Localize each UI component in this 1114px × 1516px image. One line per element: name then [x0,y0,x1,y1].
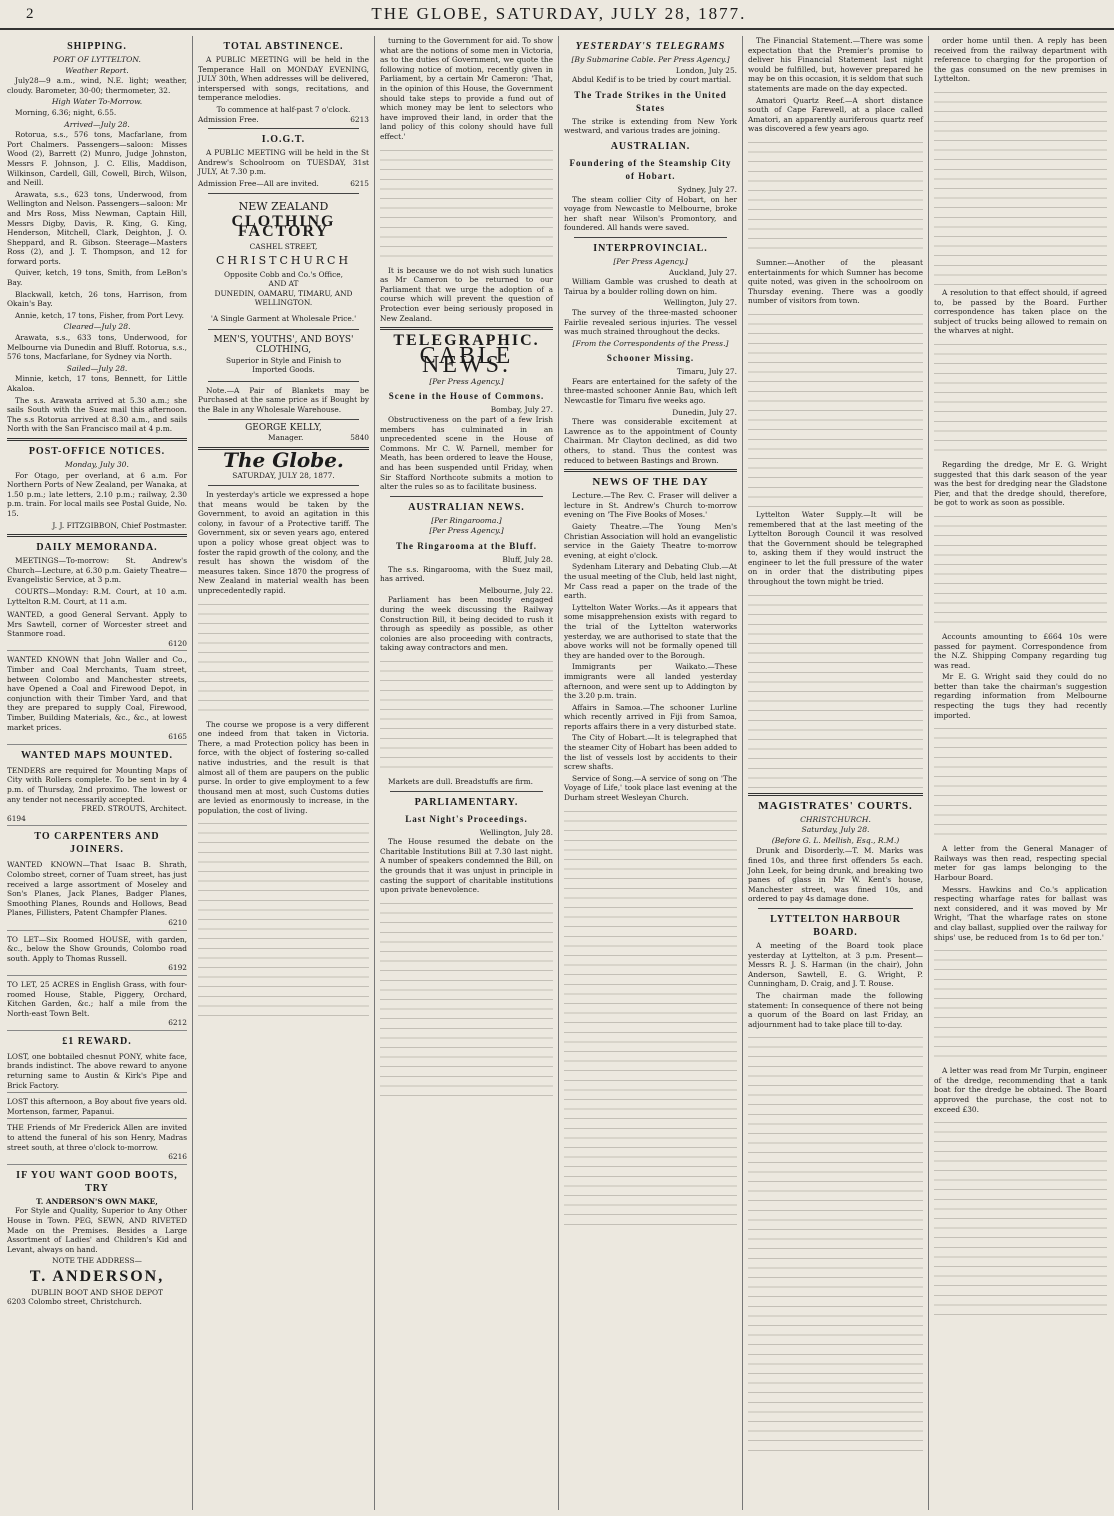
column-2 [192,36,374,1510]
yesterday-heading: YESTERDAY'S TELEGRAMS [575,41,726,52]
column-6 [928,36,1112,1510]
harbour-wharfage: Messrs. Hawkins and Co.'s application respecting wharfage rates for ballast was next considered, and it was moved by Mr Wright, 'That the wharfage rates on stone and clay ballast, supplied over the railway for ships' use, be reduced from 1s to 6d per ton.' [934,884,1107,942]
news-lecture: Lecture.—The Rev. C. Fraser will deliver a lecture in St. Andrew's Church to-morrow evening on 'The Five Books of Moses.' [564,491,737,520]
ad-number: 6192 [168,963,187,973]
divider [390,791,543,792]
ad-number: 6194 [7,813,26,823]
abstinence-text: A PUBLIC MEETING will be held in the Temperance Hall on MONDAY EVENING, JULY 30th, When addresses will be delivered, interspersed with songs, recitations, and temperance melodies. [198,55,369,103]
leader-p2: The course we propose is a very different one indeed from that taken in Victoria. There, a mad Protection policy has been in force, with the object of fostering so-called native industries, and the result is that almost all of them are paupers on the public purse. In order to give employment to a few thousand men at most, such Customs duties are levied as enormously to increase, in the population, the cost of living. [198,719,369,815]
page-number: 2 [26,5,34,22]
ad-text: WANTED KNOWN—That Isaac B. Shrath, Colombo street, corner of Tuam street, has just received a large assortment of Moseley and Son's Planes, Jack Planes, Badger Planes, Smoothing Planes, Rounds and Hollows, Bead Planes, Fillisters, Patent Champfer Planes. [7,860,187,918]
leader-end: It is because we do not wish such lunatics as Mr Cameron to be returned to our Parliament that we urge the adoption of a course which will prevent the question of Protection ever being seriously proposed in New Zealand. [380,265,553,323]
shipping-notice: The s.s. Arawata arrived at 5.30 a.m.; she sails South with the Suez mail this afternoon. The s.s Rotorua arrived at 8.30 a.m., and sails North with the San Francisco mail at 4 p.m. [7,395,187,434]
iogt-admission-row [198,179,369,189]
ad-text: THE Friends of Mr Frederick Allen are invited to attend the funeral of his son Henry, Madras street south, at three o'clock to-morrow. [7,1123,187,1152]
christchurch-heading: CHRISTCHURCH. [800,814,871,824]
factory-city: CHRISTCHURCH [215,253,352,267]
factory-street: CASHEL STREET, [249,242,318,252]
hobart-heading: Foundering of the Steamship City of Hobart. [569,157,732,181]
abstinence-admission-row [198,115,369,125]
arrived-title: Arrived—July 28. [64,119,130,129]
per-press-label: [Per Press Agency.] [429,526,504,536]
correspondents-label: [From the Correspondents of the Press.] [572,338,729,348]
factory-opp: Opposite Cobb and Co.'s Office, [223,269,343,279]
ad-number: 6213 [350,114,369,124]
article-continuation [934,86,1107,286]
post-office-date: Monday, July 30. [65,459,129,469]
carpenters-heading: TO CARPENTERS AND JOINERS. [34,831,160,856]
article-continuation [380,655,553,775]
harbour-heading: LYTTELTON HARBOUR BOARD. [770,914,901,938]
ad-text: TENDERS are required for Mounting Maps of City with Rollers complete. To be sent in by 4 p.m. of Thursday, 2nd proximo. The lowest or any tender not necessarily accepted. [7,765,187,804]
article-continuation [934,1116,1107,1316]
abstinence-admission: Admission Free. [198,114,259,124]
boots-address-note: NOTE THE ADDRESS— [52,1256,142,1266]
news-heading: NEWS OF THE DAY [592,476,709,489]
markets-text: Markets are dull. Breadstuffs are firm. [388,776,533,786]
classified-ad [7,1050,187,1093]
boots-name: T. ANDERSON'S OWN MAKE, [36,1196,158,1206]
harbour-text: A meeting of the Board took place yesterday at Lyttelton, at 3 p.m. Present—Messrs R. J. S. Harman (in the chair), John Anderson, Sawtell, E. G. Wright, P. Cunningham, D. Craig, and J. T. Rouse. [748,941,923,989]
london-dateline: London, July 25. [675,65,737,75]
ad-number: 5840 [350,433,369,443]
article-continuation [748,308,923,508]
article-continuation [380,897,553,1097]
weather-title: Weather Report. [65,65,129,75]
ringarooma-dateline: Bluff, July 28. [502,555,553,564]
per-press-label: [Per Press Agency.] [429,376,504,386]
boots-address: DUBLIN BOOT AND SHOE DEPOT [31,1287,163,1297]
harbour-letter: A letter from the General Manager of Railways was then read, respecting special meter for gas lamps belonging to the Harbour Board. [934,844,1107,883]
timaru-dateline: Timaru, July 27. [676,367,737,377]
strikes-heading: The Trade Strikes in the United States [574,89,727,113]
sydney-text: The steam collier City of Hobart, on her voyage from Newcastle to Melbourne, broke her shaft near Wilson's Promontory, and foundered. All hands were saved. [564,194,737,233]
commons-heading: Scene in the House of Commons. [388,391,545,402]
factory-line2: CLOTHING, [255,345,312,356]
ad-number: 6203 [7,1297,26,1307]
column-1 [2,36,192,1510]
weather-text: July28—9 a.m., wind, N.E. light; weather, cloudy. Barometer, 30·00; thermometer, 32. [7,76,187,95]
port-heading: PORT OF LYTTELTON. [53,55,141,64]
by-cable-label: [By Submarine Cable. Per Press Agency.] [571,55,730,64]
divider [758,908,913,909]
annie-text: Annie, ketch, 17 tons, Fisher, from Port Levy. [15,310,185,320]
ringarooma-text: The s.s. Ringarooma, with the Suez mail, has arrived. [380,564,553,584]
ad-text: LOST this afternoon, a Boy about five years old. Mortenson, farmer, Papanui. [7,1097,187,1116]
factory-manager: GEORGE KELLY, [245,422,322,433]
boots-heading: IF YOU WANT GOOD BOOTS, TRY [16,1169,178,1194]
cleared-text: Arawata, s.s., 633 tons, Underwood, for Melbourne via Dunedin and Bluff. Rotorua, s.s., 576 tons, Macfarlane, for Sydney via North. [7,333,187,362]
masthead-spacer [1084,6,1088,23]
melbourne-text: Parliament has been mostly engaged during the week discussing the Railway Construction Bill, it being decided to rush it through as speedily as possible, as other colonies are also proceeding with contracts, taking away contractors and men. [380,595,553,653]
factory-line4: Imported Goods. [252,365,315,375]
article-continuation [934,510,1107,630]
globe-date: SATURDAY, JULY 28, 1877. [232,471,335,481]
factory-note: Note.—A Pair of Blankets may be Purchased at the same price as if Bought by the Bale in any Wholesale Warehouse. [198,385,369,415]
ad-number: 6212 [168,1018,187,1028]
cleared-title: Cleared—July 28. [63,322,131,332]
magistrates-heading: MAGISTRATES' COURTS. [758,799,913,812]
news-financial: The Financial Statement.—There was some expectation that the Premier's promise to deliver his Financial Statement last night would be fulfilled, but, however prepared he may be on this occasion, it is seldom that such statements are made on the day expected. [748,36,923,93]
london-text: Abdul Kedif is to be tried by court martial. [572,75,732,85]
arawata-text: Arawata, s.s., 623 tons, Underwood, from Wellington and Nelson. Passengers—saloon: Mr and Mrs Ross, Miss Newman, Captain Hill, Messrs Digby, Davis, R. King, G. King, Henderson, Mitchell, Clark, Deighton, J. O. Sheppard, and R. Gibson. Steerage—Masters Ross (2), and J. T. Thompson, and 12 for forward ports. [7,189,187,266]
melbourne-dateline: Melbourne, July 22. [479,585,553,595]
harbour-tug: Mr E. G. Wright said they could do no better than take the chairman's suggestion regarding information from Melbourne respecting the tugs they had recently imported. [934,672,1107,720]
parl-dateline: Wellington, July 28. [479,827,553,837]
ad-number: 6120 [168,638,187,648]
factory-towns: DUNEDIN, OAMARU, TIMARU, AND WELLINGTON. [214,288,353,308]
classified-ad [7,978,187,1031]
divider [208,419,359,420]
ad-text: WANTED KNOWN that John Waller and Co., Timber and Coal Merchants, Tuam street, between Colombo and Manchester streets, have Opened a Coal and Firewood Depot, in conjunction with their Timber Yard, and that they are prepared to supply Coal, Firewood, Timber, Building Materials, &c., &c., at lowest market prices. [7,655,187,732]
divider [208,485,359,486]
divider [564,469,737,472]
masthead [0,0,1114,30]
news-samoa: Affairs in Samoa.—The schooner Lurline which recently arrived in Fiji from Samoa, reports affairs there in a very disturbed state. [564,702,737,731]
postmaster: J. J. FITZGIBBON, Chief Postmaster. [52,520,187,530]
factory-manager-title: Manager. [268,433,304,443]
column-3 [374,36,558,1510]
wellington-text: The survey of the three-masted schooner Fairlie revealed serious injuries. The vessel was much strained throughout the decks. [564,307,737,337]
article-continuation [748,136,923,256]
dunedin-text: There was considerable excitement at Lawrence as to the appointment of County Chairman. Mr Clayton declined, as did two others, to stand. Thus the contest was reduced to between Bastings and Brown. [564,417,737,465]
divider [7,534,187,537]
article-continuation [748,589,923,789]
iogt-text: A PUBLIC MEETING will be held in the St Andrew's Schoolroom on TUESDAY, 31st JULY, At 7.30 p.m. [198,148,369,177]
sydney-dateline: Sydney, July 27. [677,184,737,194]
factory-slogan: 'A Single Garment at Wholesale Price.' [210,313,357,323]
factory-line3: Superior in Style and Finish to [225,355,342,365]
high-water-title: High Water To-Morrow. [51,97,143,107]
leader-p1: In yesterday's article we expressed a hope that means would be taken by the Government, to avoid an agitation in this colony, in favour of a Protective tariff. The Government, six or seven years ago, entered upon a policy whose great object was to foster the rapid growth of the colony, and the result has shown the wisdom of the measures taken. Since 1870 the progress of New Zealand in material wealth has been unprecedentedly rapid. [198,490,369,595]
telegraphic-heading: TELEGRAPHIC. [393,332,540,350]
harbour-dredge: Regarding the dredge, Mr E. G. Wright suggested that this dark season of the year was the best for dredging near the Gladstone Pier, and that the dredge should, therefore, be got to work as soon as possible. [934,459,1107,508]
ad-signature: FRED. STROUTS, Architect. [81,804,187,814]
divider [208,329,359,330]
factory-line1: MEN'S, YOUTHS', AND BOYS' [213,335,354,346]
globe-title: The Globe. [223,447,344,472]
boots-street: Colombo street, Christchurch. [28,1297,142,1307]
timaru-text: Fears are entertained for the safety of the three-masted schooner Annie Bau, which left Newcastle for Timaru five weeks ago. [564,376,737,406]
per-press-label: [Per Press Agency.] [613,256,688,266]
divider [208,193,359,194]
ad-number: 6210 [168,917,187,927]
classified-ad [7,608,187,651]
column-4 [558,36,742,1510]
classified-ad [7,858,187,930]
divider [208,381,359,382]
interprovincial-heading: INTERPROVINCIAL. [593,242,708,254]
news-waterworks: Lyttelton Water Works.—As it appears that some misapprehension exists with regard to the trial of the Lyttelton waterworks yesterday, we are authorised to state that the above works will not be formally opened till they are handed over to the Borough. [564,602,737,660]
post-office-heading: POST-OFFICE NOTICES. [28,445,166,457]
last-night-heading: Last Night's Proceedings. [405,813,528,824]
classified-ad [7,653,187,744]
news-water-supply: Lyttelton Water Supply.—It will be remembered that at the last meeting of the Lyttelton Borough Council it was resolved that the Government should be telegraphed to, asking them if they would instruct the engineer to let the full pressure of the water on in order that the distributing pipes throughout the town might be tried. [748,509,923,587]
maps-heading: WANTED MAPS MOUNTED. [21,749,173,761]
shipping-heading: SHIPPING. [67,41,127,52]
abstinence-heading: TOTAL ABSTINENCE. [223,41,344,52]
sailed-title: Sailed—July 28. [66,363,128,373]
wellington-dateline: Wellington, July 27. [663,298,737,308]
article-continuation [934,722,1107,842]
high-water-text: Morning, 6.36; night, 6.55. [15,107,117,117]
leader-continued: turning to the Government for aid. To show what are the notions of some men in Victoria, as to the duties of Government, we quote the following notice of motion, recently given in Parliament, by a certain Mr Cameron: 'That, in the opinion of this House, the Government should take steps to provide a fund out of which money may be lent to selectors who have improved their land, in order that the land policy of this colony should have full effect.' [380,36,553,141]
factory-and: AND AT [268,279,299,289]
article-continuation [748,1031,923,1451]
boots-text: For Style and Quality, Superior to Any Other House in Town. PEG, SEWN, AND RIVETED Made on the Premises. Besides a Large Assortment of Ladies' and Children's Kid and Levant, always on hand. [7,1206,187,1254]
classified-ad [7,764,187,827]
news-immigrants: Immigrants per Waikato.—These immigrants were all landed yesterday afternoon, and were sent up to Addington by the 3.20 p.m. train. [564,662,737,701]
court-before: (Before G. L. Mellish, Esq., R.M.) [771,835,900,845]
post-office-text: For Otago, per overland, at 6 a.m. For Northern Ports of New Zealand, per Wanaka, at 1.50 p.m.; late letters, 2.10 p.m.; railway, 2.30 p.m. train. For local mails see Postal Guide, No. 15. [7,470,187,518]
boots-footer [7,1297,187,1307]
parl-text: The House resumed the debate on the Charitable Institutions Bill at 7.30 last night. A number of speakers condemned the Bill, on the grounds that it was unjust in principle in casting the support of charitable institutions upon private benevolence. [380,837,553,895]
strikes-text: The strike is extending from New York westward, and various trades are joining. [564,116,737,136]
memoranda-heading: DAILY MEMORANDA. [36,542,158,554]
dunedin-dateline: Dunedin, July 27. [672,407,737,417]
divider [390,496,543,497]
harbour-continued: order home until then. A reply has been received from the railway department with reference to charging for the proportion of the gas consumed on the new premises in Lyttelton. [934,36,1107,84]
divider [574,237,727,238]
harbour-text-2: The chairman made the following statement: In consequence of there not being a quorum of the Board on last Friday, an adjournment had to take place till to-day. [748,990,923,1029]
classified-ad [7,933,187,976]
courts-text: COURTS—Monday: R.M. Court, at 10 a.m. Lyttelton R.M. Court, at 11 a.m. [7,586,187,606]
meetings-text: MEETINGS—To-morrow: St. Andrew's Church—Lecture, at 6.30 p.m. Gaiety Theatre—Evangelistic Service, at 3 p.m. [7,556,187,585]
news-quartz: Amatori Quartz Reef.—A short distance south of Cape Farewell, at a place called Amatori, an apparently auriferous quartz reef was discovered a few years ago. [748,95,923,134]
harbour-accounts: Accounts amounting to £664 10s were passed for payment. Correspondence from the N.Z. Shipping Company regarding tug was read. [934,631,1107,670]
iogt-admission: Admission Free—All are invited. [198,178,319,188]
news-sydenham: Sydenham Literary and Debating Club.—At the usual meeting of the Club, held last night, Mr Cass read a paper on the trade of the earth. [564,562,737,601]
classified-ad [7,1095,187,1119]
article-continuation [380,144,553,264]
commons-text: Obstructiveness on the part of a few Irish members has culminated in an unprecedented scene in the House of Commons. Mr C. W. Parnell, member for Meath, has been ordered to leave the House, and has been suspended until Friday, when Sir Stafford Northcote submits a motion to alter the rules so as to facilitate business. [380,415,553,492]
quiver-text: Quiver, ketch, 19 tons, Smith, from LeBon's Bay. [7,268,187,288]
factory-name: CLOTHING FACTORY [231,213,336,240]
court-text: Drunk and Disorderly.—T. M. Marks was fined 10s, and three first offenders 5s each. John Leek, for being drunk, and breaking two panes of glass in Mr W. Kent's house, Manchester street, was fined 10s, and ordered to pay 4s damage done. [748,846,923,904]
ad-text: TO LET—Six Roomed HOUSE, with garden, &c., below the Show Grounds, Colombo road south. Apply to Thomas Russell. [7,934,187,963]
auckland-text: William Gamble was crushed to death at Tairua by a boulder rolling down on him. [564,277,737,296]
column-5 [742,36,928,1510]
ad-number: 6216 [168,1152,187,1162]
sailed-text: Minnie, ketch, 17 tons, Bennett, for Little Akaloa. [7,374,187,393]
reward-heading: £1 REWARD. [62,1035,132,1047]
article-continuation [564,805,737,1225]
news-hobart: The City of Hobart.—It is telegraphed that the steamer City of Hobart has been added to the list of vessels lost by accidents to their screw shafts. [564,733,737,772]
auckland-dateline: Auckland, July 27. [668,267,737,277]
classified-ad [7,1121,187,1164]
iogt-heading: I.O.G.T. [261,134,306,146]
divider [208,128,359,129]
schooner-heading: Schooner Missing. [606,353,695,364]
ad-number: 6215 [350,178,369,188]
ringarooma-heading: The Ringarooma at the Bluff. [395,541,538,551]
harbour-turpin: A letter was read from Mr Turpin, engineer of the dredge, recommending that a tank boat for the dredge be obtained. The Board approved the purchase, the cost not to exceed £30. [934,1066,1107,1114]
article-continuation [934,944,1107,1064]
blackwall-text: Blackwall, ketch, 26 tons, Harrison, from Okain's Bay. [7,289,187,309]
australian-news-heading: AUSTRALIAN NEWS. [408,501,525,513]
ad-number: 6165 [168,732,187,742]
divider [748,793,923,796]
ad-text: LOST, one bobtailed chesnut PONY, white face, brands indistinct. The above reward to anyone returning same to Austin & Kirk's Pipe and Brick Factory. [7,1051,187,1090]
article-continuation [934,338,1107,458]
article-continuation [198,817,369,1017]
news-song: Service of Song.—A service of song on 'The Voyage of Life,' took place last evening at the Durham street Wesleyan Church. [564,773,737,803]
ad-text: TO LET, 25 ACRES in English Grass, with four-roomed House, Stable, Piggery, Orchard, Kitchen Garden, &c.; half a mile from the North-east Town Belt. [7,979,187,1018]
news-sumner: Sumner.—Another of the pleasant entertainments for which Sumner has become quite noted, was given in the schoolroom on Thursday evening. There was a goodly number of visitors from town. [748,257,923,306]
divider [7,438,187,441]
article-continuation [198,598,369,718]
cable-news-heading: CABLE NEWS. [419,342,514,379]
commons-dateline: Bombay, July 27. [490,405,553,415]
ad-text: WANTED, a good General Servant. Apply to Mrs Sawtell, corner of Worcester street and Stanmore road. [7,610,187,639]
australian-heading: AUSTRALIAN. [610,140,691,152]
divider [380,327,553,330]
factory-nz: NEW ZEALAND [238,199,329,213]
per-ringarooma-label: [Per Ringarooma.] [431,515,502,525]
news-gaiety: Gaiety Theatre.—The Young Men's Christian Association will hold an evangelistic service in the Gaiety Theatre to-morrow evening, at eight o'clock. [564,522,737,560]
factory-manager-row [198,433,369,443]
arrived-text: Rotorua, s.s., 576 tons, Macfarlane, from Port Chalmers. Passengers—saloon: Misses Wood (2), Barrett (2) Munro, Judge Johnston, Messrs F. Johnson, J. C. Ellis, Maddison, Wilkinson, Cardell, Gill, Cowell, Birch, Wilson, and Neill. [7,130,187,188]
masthead-title: THE GLOBE, SATURDAY, JULY 28, 1877. [371,4,747,23]
harbour-resolution: A resolution to that effect should, if agreed to, be passed by the Board. Further correspondence has taken place on the subject of trucks being allowed to remain on the wharves at night. [934,287,1107,336]
boots-address-name: T. ANDERSON, [29,1267,165,1285]
parliamentary-heading: PARLIAMENTARY. [414,796,519,808]
court-date: Saturday, July 28. [801,825,870,835]
abstinence-time: To commence at half-past 7 o'clock. [216,104,351,114]
